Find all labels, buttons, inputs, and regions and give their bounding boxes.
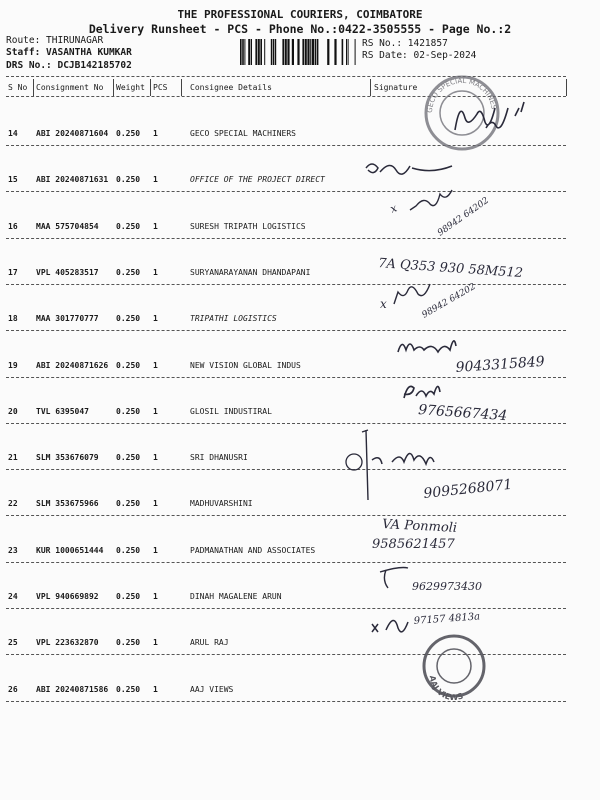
header-bottom-rule bbox=[6, 96, 566, 97]
cell-consignee: OFFICE OF THE PROJECT DIRECT bbox=[190, 175, 325, 184]
row-divider bbox=[6, 515, 566, 516]
cell-consignment: ABI 20240871626 bbox=[36, 361, 109, 370]
cell-pcs: 1 bbox=[153, 407, 158, 416]
hw-phone: 97157 4813a bbox=[413, 611, 481, 627]
barcode-bar bbox=[248, 39, 250, 65]
barcode-bar bbox=[310, 39, 311, 65]
cell-pcs: 1 bbox=[153, 592, 158, 601]
cell-sno: 21 bbox=[8, 453, 18, 462]
cell-weight: 0.250 bbox=[116, 685, 141, 694]
cell-sno: 18 bbox=[8, 314, 18, 323]
stamp-text: AAJ VIEWS bbox=[427, 675, 465, 703]
row-divider bbox=[6, 330, 566, 331]
cell-consignment: SLM 353676079 bbox=[36, 453, 99, 462]
cell-weight: 0.250 bbox=[116, 499, 141, 508]
barcode-bar bbox=[273, 39, 274, 65]
barcode-bar bbox=[271, 39, 273, 65]
cell-weight: 0.250 bbox=[116, 222, 141, 231]
hw-phone: 9585621457 bbox=[372, 537, 455, 552]
hw-phone: 98942 64202 bbox=[420, 281, 478, 321]
cell-sno: 20 bbox=[8, 407, 18, 416]
staff-label: Staff: VASANTHA KUMKAR bbox=[6, 47, 132, 58]
signature-row-17 bbox=[378, 256, 524, 281]
table-row bbox=[0, 612, 600, 647]
barcode-bar bbox=[240, 39, 242, 65]
hw-phone: 9043315849 bbox=[455, 353, 546, 376]
cell-consignment: VPL 405283517 bbox=[36, 268, 99, 277]
table-row bbox=[0, 149, 600, 184]
barcode-bar bbox=[327, 39, 329, 65]
cell-consignee: SURYANARAYANAN DHANDAPANI bbox=[190, 268, 311, 277]
cell-consignment: VPL 940669892 bbox=[36, 592, 99, 601]
cell-sno: 22 bbox=[8, 499, 18, 508]
cell-consignment: MAA 575704854 bbox=[36, 222, 99, 231]
barcode-bar bbox=[242, 39, 244, 65]
col-weight: Weight bbox=[116, 83, 145, 92]
cell-consignment: TVL 6395047 bbox=[36, 407, 89, 416]
barcode-bar bbox=[305, 39, 307, 65]
cell-consignee: ARUL RAJ bbox=[190, 638, 229, 647]
cell-consignee: GLOSIL INDUSTIRAL bbox=[190, 407, 272, 416]
cell-consignment: MAA 301770777 bbox=[36, 314, 99, 323]
stamp-text: GECO SPECIAL MACHINES bbox=[425, 76, 498, 114]
cell-consignment: ABI 20240871586 bbox=[36, 685, 109, 694]
cell-consignee: MADHUVARSHINI bbox=[190, 499, 253, 508]
hw-phone: 98942 64202 bbox=[435, 195, 491, 239]
cell-pcs: 1 bbox=[153, 175, 158, 184]
table-row bbox=[0, 659, 600, 694]
cell-pcs: 1 bbox=[153, 499, 158, 508]
row-divider bbox=[6, 654, 566, 655]
barcode-bar bbox=[302, 39, 304, 65]
cell-sno: 17 bbox=[8, 268, 18, 277]
barcode-image bbox=[240, 39, 358, 65]
barcode-bar bbox=[287, 39, 289, 65]
svg-text:x: x bbox=[380, 297, 387, 311]
hw-name: VA Ponmoli bbox=[381, 517, 458, 536]
barcode-bar bbox=[244, 39, 245, 65]
hw-phone: 9765667434 bbox=[417, 402, 508, 425]
cell-pcs: 1 bbox=[153, 129, 158, 138]
cell-pcs: 1 bbox=[153, 546, 158, 555]
cell-consignment: ABI 20240871604 bbox=[36, 129, 109, 138]
cell-consignee: DINAH MAGALENE ARUN bbox=[190, 592, 282, 601]
row-divider bbox=[6, 701, 566, 702]
cell-weight: 0.250 bbox=[116, 314, 141, 323]
cell-sno: 16 bbox=[8, 222, 18, 231]
barcode-bar bbox=[258, 39, 260, 65]
cell-weight: 0.250 bbox=[116, 268, 141, 277]
cell-sno: 24 bbox=[8, 592, 18, 601]
row-divider bbox=[6, 423, 566, 424]
row-divider bbox=[6, 191, 566, 192]
cell-pcs: 1 bbox=[153, 361, 158, 370]
table-header bbox=[0, 80, 600, 96]
barcode-bar bbox=[307, 39, 309, 65]
signature-row-15 bbox=[366, 164, 452, 174]
cell-consignment: SLM 353675966 bbox=[36, 499, 99, 508]
cell-consignee: SRI DHANUSRI bbox=[190, 453, 248, 462]
cell-consignee: NEW VISION GLOBAL INDUS bbox=[190, 361, 301, 370]
cell-pcs: 1 bbox=[153, 453, 158, 462]
cell-consignee: TRIPATHI LOGISTICS bbox=[190, 314, 277, 323]
cell-consignee: GECO SPECIAL MACHINERS bbox=[190, 129, 296, 138]
barcode-bar bbox=[285, 39, 287, 65]
cell-weight: 0.250 bbox=[116, 453, 141, 462]
barcode-bar bbox=[346, 39, 347, 65]
hw-phone: 9095268071 bbox=[422, 476, 514, 502]
rs-date: RS Date: 02-Sep-2024 bbox=[362, 50, 477, 61]
barcode-bar bbox=[355, 39, 356, 65]
col-consignment: Consignment No bbox=[36, 83, 104, 92]
cell-weight: 0.250 bbox=[116, 592, 141, 601]
hw-phone: 9629973430 bbox=[412, 580, 482, 593]
barcode-bar bbox=[312, 39, 314, 65]
svg-text:AAJ VIEWS bbox=[428, 675, 465, 702]
col-pcs: PCS bbox=[153, 83, 168, 92]
company-name: THE PROFESSIONAL COURIERS, COIMBATORE bbox=[177, 8, 423, 21]
barcode-bar bbox=[317, 39, 319, 65]
runsheet-title: Delivery Runsheet - PCS - Phone No.:0422-3505555 - Page No.:2 bbox=[88, 22, 512, 36]
cell-sno: 23 bbox=[8, 546, 18, 555]
cell-weight: 0.250 bbox=[116, 546, 141, 555]
cell-pcs: 1 bbox=[153, 685, 158, 694]
cell-consignee: PADMANATHAN AND ASSOCIATES bbox=[190, 546, 316, 555]
cell-weight: 0.250 bbox=[116, 407, 141, 416]
row-divider bbox=[6, 284, 566, 285]
cell-consignment: VPL 223632870 bbox=[36, 638, 99, 647]
row-divider bbox=[6, 145, 566, 146]
barcode-bar bbox=[260, 39, 262, 65]
cell-consignment: ABI 20240871631 bbox=[36, 175, 109, 184]
svg-text:x: x bbox=[388, 201, 399, 216]
table-row bbox=[0, 427, 600, 462]
cell-pcs: 1 bbox=[153, 222, 158, 231]
cell-consignee: AAJ VIEWS bbox=[190, 685, 234, 694]
barcode-bar bbox=[275, 39, 277, 65]
row-divider bbox=[6, 562, 566, 563]
cell-weight: 0.250 bbox=[116, 175, 141, 184]
barcode-bar bbox=[251, 39, 252, 65]
cell-weight: 0.250 bbox=[116, 361, 141, 370]
col-consignee: Consignee Details bbox=[190, 83, 272, 92]
row-divider bbox=[6, 469, 566, 470]
cell-sno: 14 bbox=[8, 129, 18, 138]
barcode-bar bbox=[342, 39, 344, 65]
cell-pcs: 1 bbox=[153, 314, 158, 323]
barcode-bar bbox=[348, 39, 349, 65]
cell-weight: 0.250 bbox=[116, 638, 141, 647]
cell-weight: 0.250 bbox=[116, 129, 141, 138]
barcode-bar bbox=[334, 39, 336, 65]
cell-sno: 26 bbox=[8, 685, 18, 694]
cell-pcs: 1 bbox=[153, 638, 158, 647]
barcode-bar bbox=[297, 39, 299, 65]
col-signature: Signature bbox=[374, 83, 418, 92]
route-label: Route: THIRUNAGAR bbox=[6, 35, 104, 46]
hw-phone: 7A Q353 930 58M512 bbox=[377, 256, 524, 282]
barcode-bar bbox=[264, 39, 265, 65]
rs-number: RS No.: 1421857 bbox=[362, 38, 448, 49]
row-divider bbox=[6, 608, 566, 609]
table-row bbox=[0, 103, 600, 138]
barcode-bar bbox=[292, 39, 294, 65]
cell-sno: 15 bbox=[8, 175, 18, 184]
drs-number: DRS No.: DCJB142185702 bbox=[6, 60, 132, 71]
cell-pcs: 1 bbox=[153, 268, 158, 277]
cell-sno: 19 bbox=[8, 361, 18, 370]
cell-consignee: SURESH TRIPATH LOGISTICS bbox=[190, 222, 306, 231]
row-divider bbox=[6, 238, 566, 239]
header-top-rule bbox=[6, 76, 566, 77]
barcode-bar bbox=[282, 39, 284, 65]
barcode-bar bbox=[255, 39, 257, 65]
barcode-bar bbox=[315, 39, 317, 65]
cell-sno: 25 bbox=[8, 638, 18, 647]
col-sno: S No bbox=[8, 83, 28, 92]
cell-consignment: KUR 1000651444 bbox=[36, 546, 104, 555]
row-divider bbox=[6, 377, 566, 378]
